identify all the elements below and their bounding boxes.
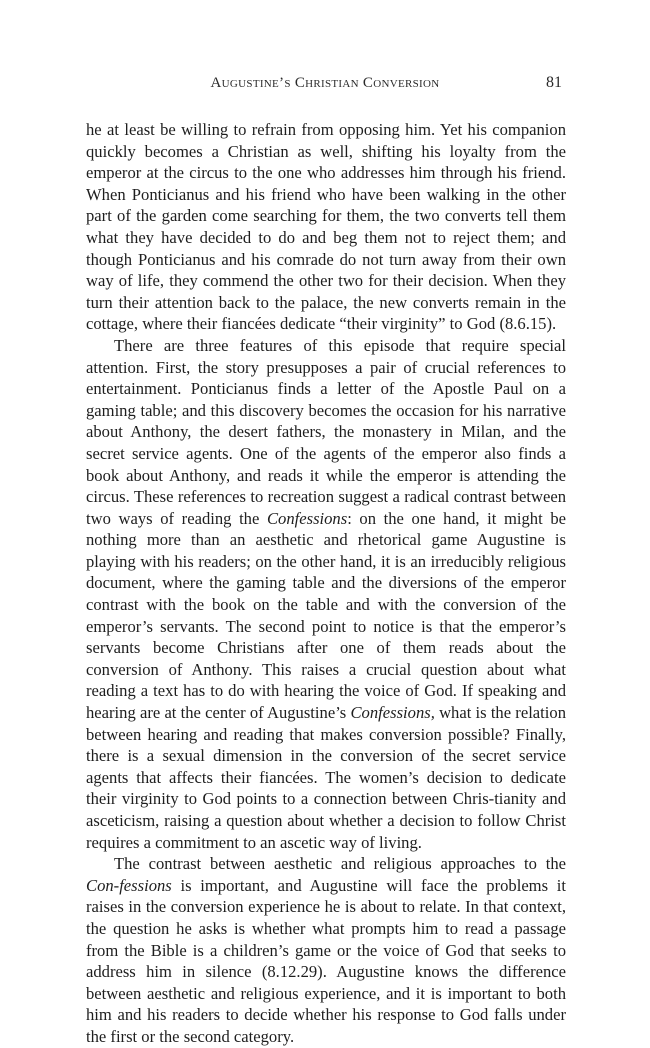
running-head (88, 72, 562, 94)
paragraph-2-text-2: : on the one hand, it might be nothing more than an aesthetic and rhetorical game Augustine is playing with his readers; on the other hand, it is an irreducibly religious document, where the gaming table and the diversions of the emperor contrast with the book on the table and with the conversion of the emperor’s servants. The second point to notice is that the emperor’s servants become Christians after one of them reads about the conversion of Anthony. This raises a crucial question about what reading a text has to do with hearing the voice of God. If speaking and hearing are at the center of Augustine’s (86, 508, 566, 723)
paragraph-2-text-1: There are three features of this episode that require special attention. First, the story presupposes a pair of crucial references to entertainment. Ponticianus finds a letter of the Apostle Paul on a gaming table; and this discovery becomes the occasion for his narrative about Anthony, the desert fathers, the monastery in Milan, and the secret service agents. One of the agents of the emperor also finds a book about Anthony, and reads it while the emperor is attending the circus. These references to recreation suggest a radical contrast between two ways of reading the (86, 335, 566, 528)
paragraph-1 (86, 119, 566, 335)
running-title: Augustine’s Christian Conversion (210, 75, 440, 91)
paragraph-3-text-1: The contrast between aesthetic and religious approaches to the (114, 854, 566, 874)
paragraph-1-text: he at least be willing to refrain from opposing him. Yet his companion quickly becomes a Christian as well, shifting his loyalty from the emperor at the circus to the one who addresses him through his friend. When Ponticianus and his friend who have been walking in the other part of the garden come searching for them, the two converts tell them what they have decided to do and beg them not to reject them; and though Ponticianus and his comrade do not turn away from their own way of life, they commend the other two for their decision. When they turn their attention back to the palace, the new converts remain in the cottage, where their fiancées dedicate “their virginity” to God (8.6.15). (86, 120, 566, 334)
book-title-confessions: Confessions, (350, 703, 435, 723)
page-number: 81 (546, 74, 562, 91)
paragraph-3-text-2: is important, and Augustine will face the problems it raises in the conversion experience he is about to relate. In that context, the question he asks is whether what prompts him to read a passage from the Bible is a children’s game or the voice of God that seeks to address him in silence (8.12.29). Augustine knows the difference between aesthetic and religious experience, and it is important to both him and his readers to decide whether his response to God falls under the first or the second category. (86, 875, 566, 1046)
paragraph-2-text-3: what is the relation between hearing and reading that makes conversion possible? Finally, there is a sexual dimension in the conversion of the secret service agents that affects their fiancées. The women’s decision to dedicate their virginity to God points to a connection between Chris-tianity and asceticism, raising a question about whether a decision to follow Christ requires a commitment to an ascetic way of living. (86, 703, 566, 852)
book-title-confessions: Con-fessions (86, 875, 172, 895)
paragraph-3 (86, 853, 566, 1047)
book-title-confessions: Confessions (266, 508, 348, 528)
paragraph-2 (86, 335, 566, 853)
body-text (86, 119, 566, 1048)
